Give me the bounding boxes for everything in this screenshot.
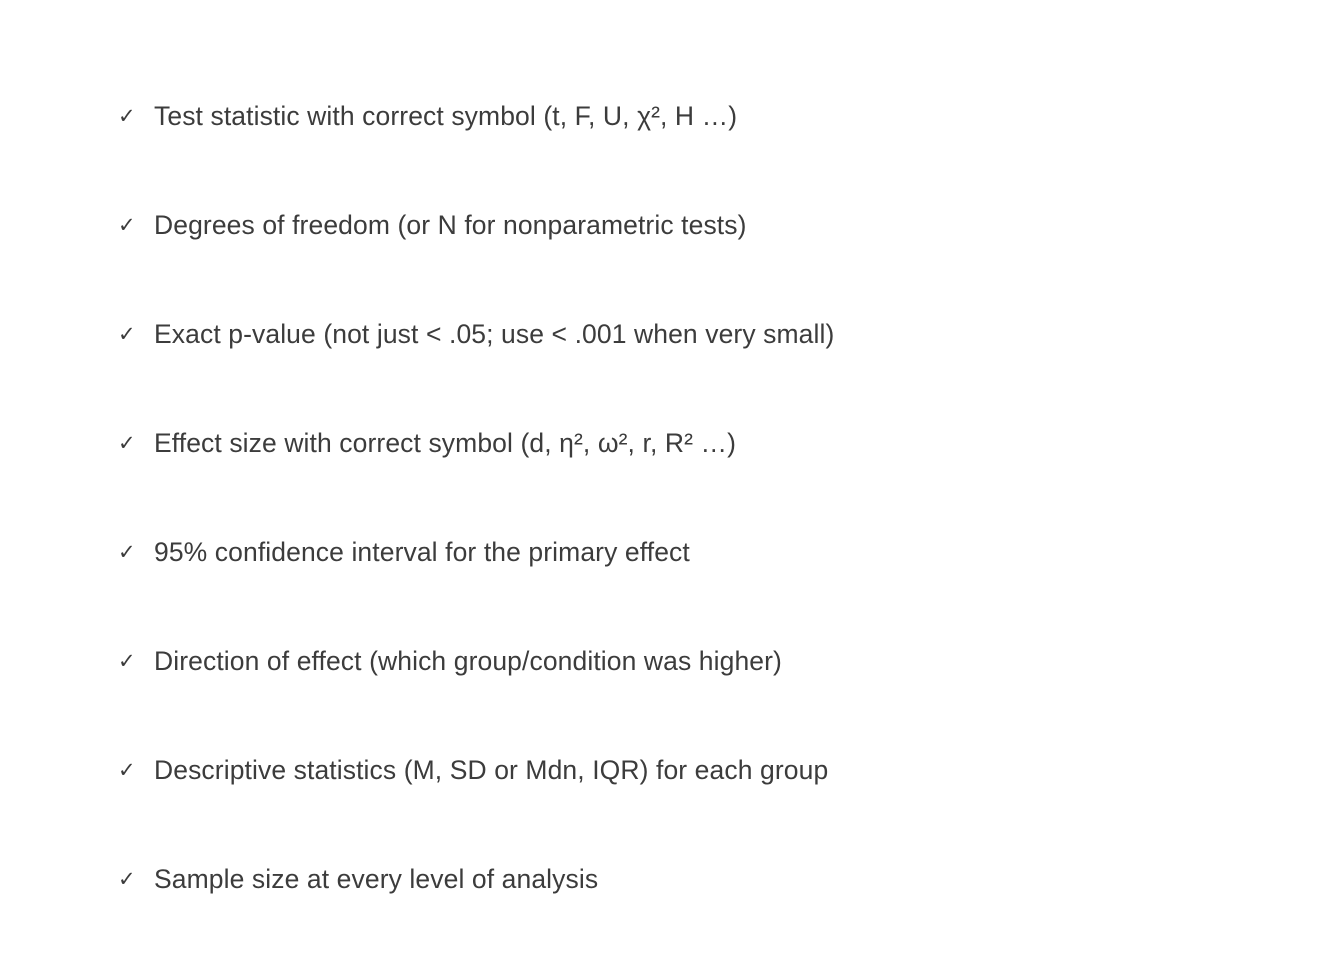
list-item-label: Descriptive statistics (M, SD or Mdn, IQR) for each group [154, 755, 829, 785]
checkmark-icon: ✓ [118, 541, 136, 564]
list-item-label: Degrees of freedom (or N for nonparametric tests) [154, 210, 747, 240]
list-item [118, 389, 1254, 498]
list-item [118, 825, 1254, 934]
list-item-label: Sample size at every level of analysis [154, 864, 599, 894]
list-item-label: Direction of effect (which group/condition was higher) [154, 646, 782, 676]
list-item [118, 171, 1254, 280]
list-item [118, 716, 1254, 825]
list-item-label: Test statistic with correct symbol (t, F, U, χ², H …) [154, 101, 738, 131]
list-item-label: Exact p-value (not just < .05; use < .001 when very small) [154, 319, 835, 349]
checkmark-icon: ✓ [118, 323, 136, 346]
list-item-label: Effect size with correct symbol (d, η², ω², r, R² …) [154, 428, 737, 458]
checkmark-icon: ✓ [118, 432, 136, 455]
checkmark-icon: ✓ [118, 650, 136, 673]
list-item-label: 95% confidence interval for the primary effect [154, 537, 690, 567]
list-item [118, 498, 1254, 607]
list-item [118, 607, 1254, 716]
checkmark-icon: ✓ [118, 105, 136, 128]
checkmark-icon: ✓ [118, 868, 136, 891]
list-item [118, 280, 1254, 389]
checkmark-icon: ✓ [118, 214, 136, 237]
list-item [118, 62, 1254, 171]
checkmark-icon: ✓ [118, 759, 136, 782]
reporting-checklist [118, 62, 1254, 934]
